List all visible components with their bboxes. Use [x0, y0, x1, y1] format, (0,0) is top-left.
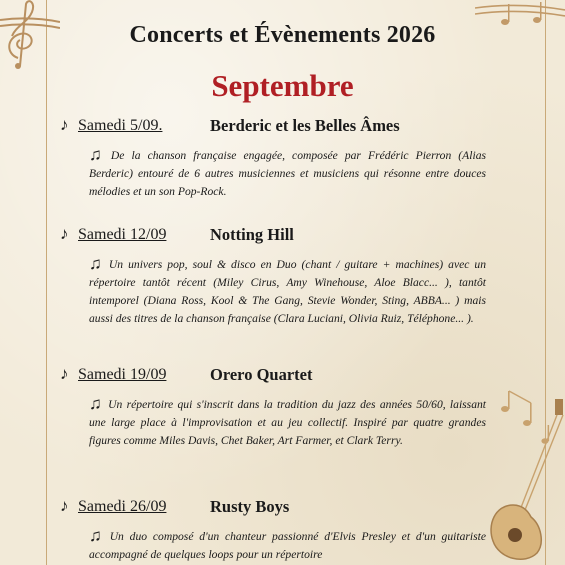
event-artist: Berderic et les Belles Âmes: [210, 116, 400, 135]
event-artist: Notting Hill: [210, 225, 294, 244]
event-description: [89, 395, 486, 450]
event-description: [89, 255, 486, 328]
music-note-icon: ♪: [60, 224, 69, 243]
event-date: Samedi 12/09: [78, 226, 167, 243]
event-description: [89, 527, 486, 564]
music-note-icon: ♪: [60, 115, 69, 134]
music-note-icon: ♪: [60, 496, 69, 515]
page-title: Concerts et Évènements 2026: [129, 22, 436, 48]
event-header: [60, 497, 490, 519]
event-item: [60, 365, 490, 450]
event-artist: Rusty Boys: [210, 497, 290, 516]
event-artist: Orero Quartet: [210, 365, 313, 384]
event-date: Samedi 19/09: [78, 366, 167, 383]
event-description-text: Un répertoire qui s'inscrit dans la tradition du jazz des années 50/60, laissant une large place à l'improvisation et au jeu collectif. Inspiré par quatre grandes figures comme Miles Davis, Chet Baker, Art Farmer, et Clark Terry.: [89, 398, 487, 447]
event-description-text: De la chanson française engagée, composée par Frédéric Pierron (Alias Berderic) entouré de 6 autres musiciennes et musiciens qui résonne entre douces mélodies et un son Pop-Rock.: [89, 149, 487, 198]
music-notes-icon: ♫: [89, 254, 104, 273]
event-item: [60, 116, 490, 201]
music-note-icon: ♪: [60, 364, 69, 383]
month-heading: Septembre: [211, 68, 354, 103]
event-header: [60, 365, 490, 387]
guitar-icon: [485, 375, 565, 565]
event-date: Samedi 26/09: [78, 498, 167, 515]
event-header: [60, 225, 490, 247]
event-item: [60, 225, 490, 328]
music-notes-icon: ♫: [89, 394, 104, 413]
event-description-text: Un univers pop, soul & disco en Duo (chant / guitare + machines) avec un répertoire tantôt récent (Miley Cirus, Amy Winehouse, Aloe Blacc... ), tantôt intemporel (Diana Ross, Kool & The Gang, Stevie Wonder, Sting, ABBA... ) mais aussi des titres de la chanson française (Clara Luciani, Olivia Ruiz, Téléphone... ).: [89, 258, 487, 325]
event-description-text: Un duo composé d'un chanteur passionné d'Elvis Presley et d'un guitariste accompagné de quelques loops pour un répertoire: [89, 530, 487, 561]
music-notes-icon: ♫: [89, 145, 106, 164]
music-notes-icon: ♫: [89, 526, 105, 545]
event-item: [60, 497, 490, 564]
event-header: [60, 116, 490, 138]
event-date: Samedi 5/09.: [78, 117, 163, 134]
event-description: [89, 146, 486, 201]
